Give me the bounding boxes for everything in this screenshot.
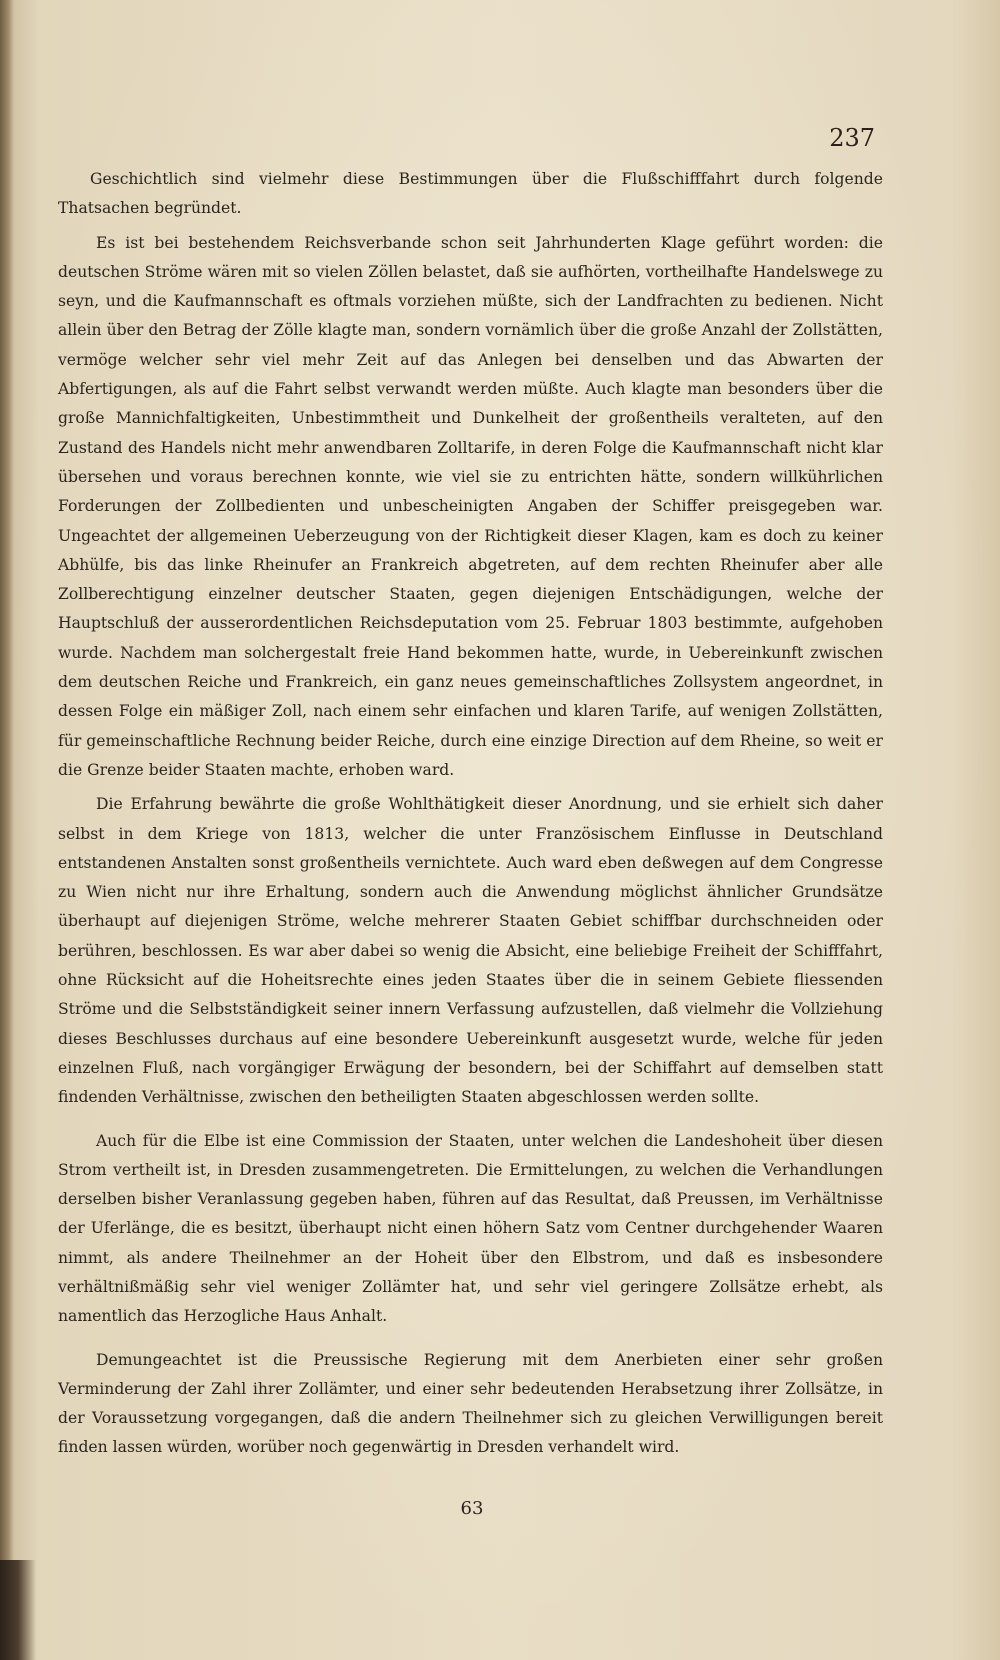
signature-mark <box>0 1498 1000 1519</box>
body-text <box>58 165 883 1463</box>
page-number: 237 <box>829 124 875 152</box>
paragraph-2: Es ist bei bestehendem Reichsverbande schon seit Jahrhunderten Klage geführt worden: die deutschen Ströme wären mit so vielen Zöllen belastet, daß sie aufhörten, vortheilhafte Handelswege zu seyn, und die Kaufmannschaft es oftmals vorziehen müßte, sich der Landfrachten zu bedienen. Nicht allein über den Betrag der Zölle klagte man, sondern vornämlich über die große Anzahl der Zollstätten, vermöge welcher sehr viel mehr Zeit auf das Anlegen bei denselben und das Abwarten der Abfertigungen, als auf die Fahrt selbst verwandt werden müßte. Auch klagte man besonders über die große Mannichfaltigkeiten, Unbestimmtheit und Dunkelheit der großentheils veralteten, auf den Zustand des Handels nicht mehr anwendbaren Zolltarife, in deren Folge die Kaufmannschaft nicht klar übersehen und voraus berechnen konnte, wie viel sie zu entrichten hätte, sondern willkührlichen Forderungen der Zollbedienten und unbescheinigten Angaben der Schiffer preisgegeben war. Ungeachtet der allgemeinen Ueberzeugung von der Richtigkeit dieser Klagen, kam es doch zu keiner Abhülfe, bis das linke Rheinufer an Frankreich abgetreten, auf dem rechten Rheinufer aber alle Zollberechtigung einzelner deutscher Staaten, gegen diejenigen Entschädigungen, welche der Hauptschluß der ausserordentlichen Reichsdeputation vom 25. Februar 1803 bestimmte, aufgehoben wurde. Nachdem man solchergestalt freie Hand bekommen hatte, wurde, in Uebereinkunft zwischen dem deutschen Reiche und Frankreich, ein ganz neues gemeinschaftliches Zollsystem angeordnet, in dessen Folge ein mäßiger Zoll, nach einem sehr einfachen und klaren Tarife, auf wenigen Zollstätten, für gemeinschaftliche Rechnung beider Reiche, durch eine einzige Direction auf dem Rheine, so weit er die Grenze beider Staaten machte, erhoben ward. <box>58 233 883 779</box>
page-gutter-shadow <box>0 0 14 1660</box>
paragraph-3: Die Erfahrung bewährte die große Wohlthätigkeit dieser Anordnung, und sie erhielt sich daher selbst in dem Kriege von 1813, welcher die unter Französischem Einflusse in Deutschland entstandenen Anstalten sonst großentheils vernichtete. Auch ward eben deßwegen auf dem Congresse zu Wien nicht nur ihre Erhaltung, sondern auch die Anwendung möglichst ähnlicher Grundsätze überhaupt auf diejenigen Ströme, welche mehrerer Staaten Gebiet schiffbar durchschneiden oder berühren, beschlossen. Es war aber dabei so wenig die Absicht, eine beliebige Freiheit der Schifffahrt, ohne Rücksicht auf die Hoheitsrechte eines jeden Staates über die in seinem Gebiete fliessenden Ströme und die Selbstständigkeit seiner innern Verfassung aufzustellen, daß vielmehr die Vollziehung dieses Beschlusses durchaus auf eine besondere Uebereinkunft ausgesetzt wurde, welche für jeden einzelnen Fluß, nach vorgängiger Erwägung der besondern, bei der Schiffahrt auf demselben statt findenden Verhältnisse, zwischen den betheiligten Staaten abgeschlossen werden sollte. <box>58 795 883 1107</box>
signature-number: 63 <box>460 1498 484 1519</box>
book-spine-edge <box>0 1560 36 1660</box>
paragraph-1: Geschichtlich sind vielmehr diese Bestimmungen über die Flußschifffahrt durch folgende Thatsachen begründet. <box>58 170 883 218</box>
paragraph-4: Auch für die Elbe ist eine Commission der Staaten, unter welchen die Landeshoheit über diesen Strom vertheilt ist, in Dresden zusammengetreten. Die Ermittelungen, zu welchen die Verhandlungen derselben bisher Veranlassung gegeben haben, führen auf das Resultat, daß Preussen, im Verhältnisse der Uferlänge, die es besitzt, überhaupt nicht einen höhern Satz vom Centner durchgehender Waaren nimmt, als andere Theilnehmer an der Hoheit über den Elbstrom, und daß es insbesondere verhältnißmäßig sehr viel weniger Zollämter hat, und sehr viel geringere Zollsätze erhebt, als namentlich das Herzogliche Haus Anhalt. <box>58 1131 883 1326</box>
paragraph-5: Demungeachtet ist die Preussische Regierung mit dem Anerbieten einer sehr großen Verminderung der Zahl ihrer Zollämter, und einer sehr bedeutenden Herabsetzung ihrer Zollsätze, in der Voraussetzung vorgegangen, daß die andern Theilnehmer sich zu gleichen Verwilligungen bereit finden lassen würden, worüber noch gegenwärtig in Dresden verhandelt wird. <box>58 1350 883 1457</box>
